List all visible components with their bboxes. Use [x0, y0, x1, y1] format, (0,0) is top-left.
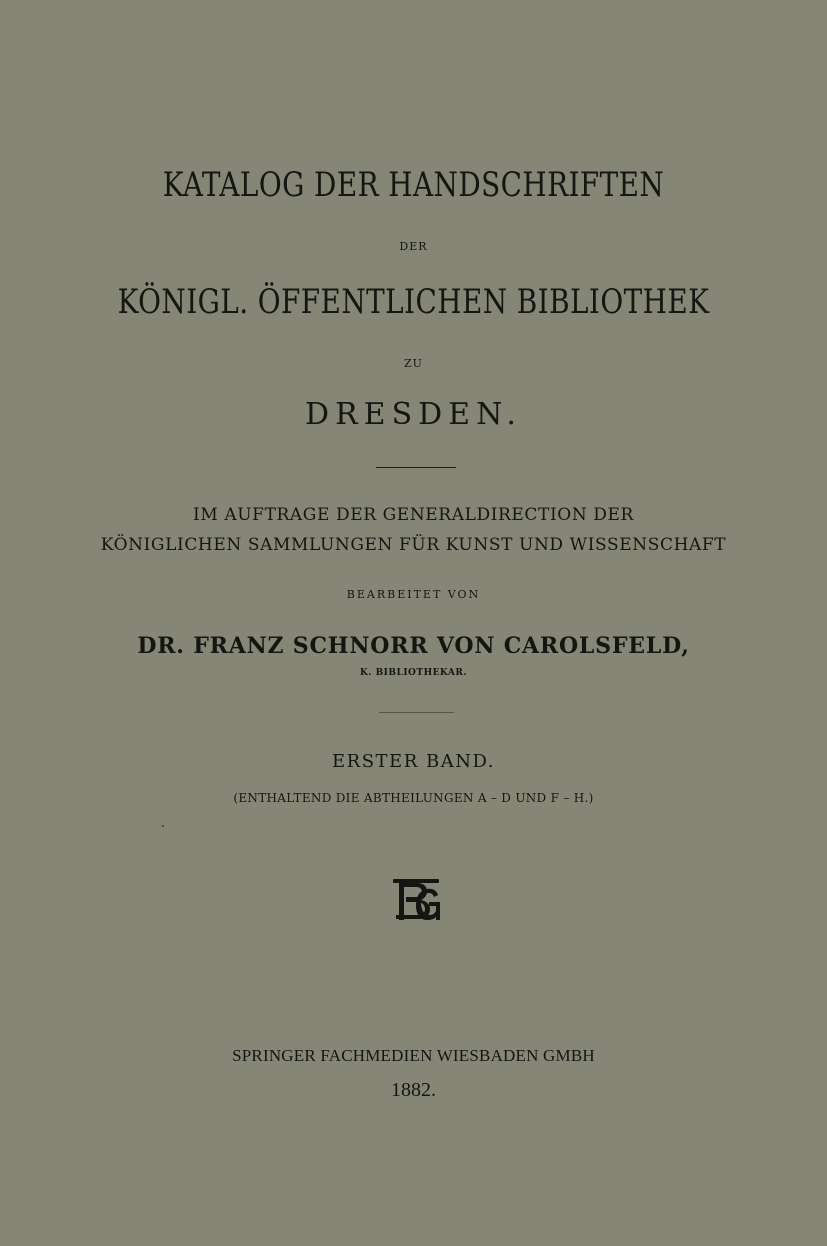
commission-line-2: KÖNIGLICHEN SAMMLUNGEN FÜR KUNST UND WISSENSCHAFT — [100, 535, 727, 555]
author-role: K. BIBLIOTHEKAR. — [359, 668, 467, 678]
publication-year: 1882. — [391, 1079, 436, 1101]
author-name: DR. FRANZ SCHNORR VON CAROLSFELD, — [137, 633, 690, 659]
volume-label: ERSTER BAND. — [332, 751, 495, 772]
title-divider — [376, 467, 456, 468]
paper-speck — [162, 825, 164, 827]
commission-line-1: IM AUFTRAGE DER GENERALDIRECTION DER — [193, 505, 634, 525]
volume-contents: (ENTHALTEND DIE ABTHEILUNGEN A – D UND F – H.) — [233, 791, 594, 805]
edited-by-label: BEARBEITET VON — [346, 588, 481, 601]
library-name: KÖNIGL. ÖFFENTLICHEN BIBLIOTHEK — [117, 282, 710, 322]
city-name: DRESDEN. — [305, 397, 522, 432]
title-connector-der: DER — [399, 240, 428, 253]
publisher-name: SPRINGER FACHMEDIEN WIESBADEN GMBH — [232, 1046, 595, 1065]
catalog-title: KATALOG DER HANDSCHRIFTEN — [162, 165, 665, 205]
author-divider — [379, 712, 454, 713]
title-connector-zu: ZU — [404, 357, 423, 370]
publisher-logo-icon — [391, 876, 441, 926]
